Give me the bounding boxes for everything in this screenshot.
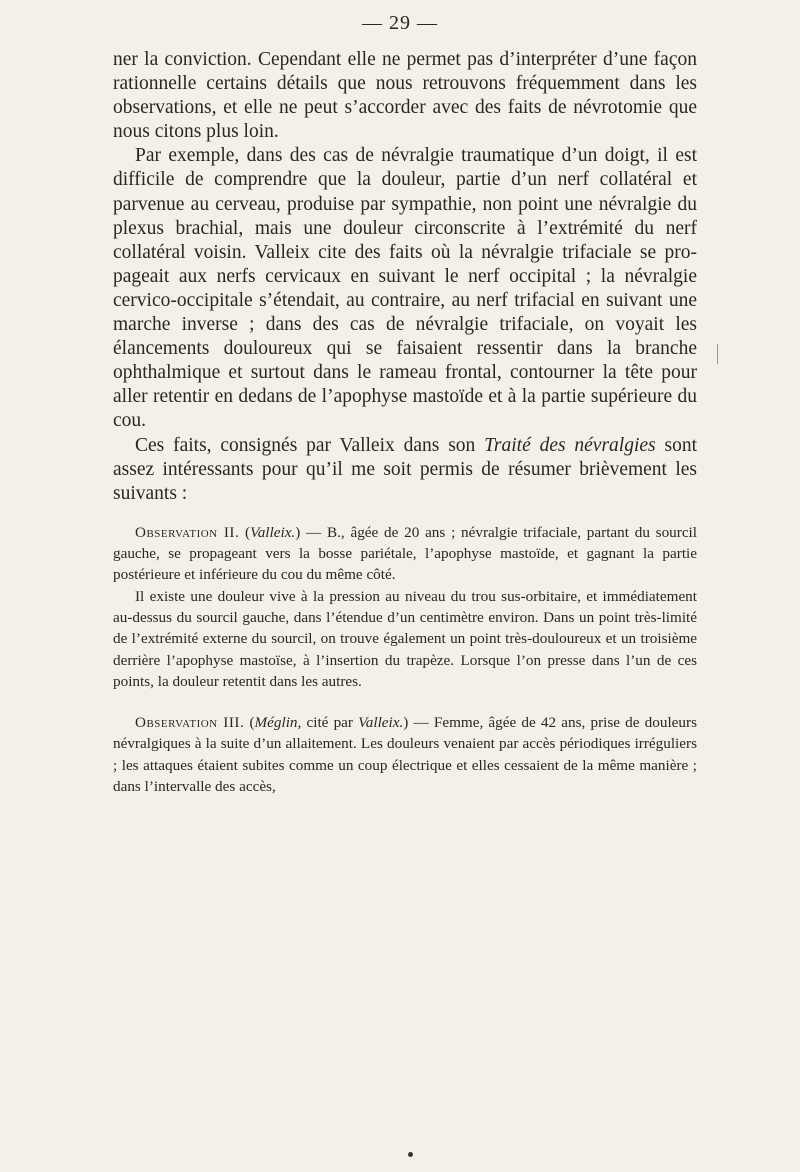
observation-3-paren-open: ( (244, 714, 255, 732)
observation-2-intro (113, 522, 697, 586)
paragraph-3-after: sont assez intéressants pour qu’il me soit permis de résumer brièvement les suivants : (113, 434, 697, 504)
observation-2-paren-close: ) (295, 523, 301, 541)
page-number: — 29 — (362, 12, 438, 34)
observation-2 (113, 522, 697, 692)
paragraph-3-before: Ces faits, consignés par Valleix dans son (135, 434, 485, 456)
observation-3-paren-close: ) (403, 714, 409, 732)
observation-2-paren-open: ( (239, 523, 251, 541)
observation-3-label: Observation III. (135, 714, 245, 732)
paragraph-3 (113, 434, 697, 506)
observation-3-intro (113, 712, 697, 797)
observation-2-text-1: — B., âgée de 20 ans ; névralgie trifaciale, partant du sourcil gauche, se propageant vers la bosse pariétale, l’apophyse mastoïde, et gagnant la partie postérieure et inférieure du cou du même côté. (113, 523, 697, 584)
observation-3-mid: cité par (301, 714, 359, 732)
text-column (113, 48, 697, 797)
observation-3-text-1: — Femme, âgée de 42 ans, prise de douleurs névralgiques à la suite d’un allaitement. Les douleurs venaient par accès périodiques irréguliers ; les attaques étaient subites comme un coup électrique et elles cessaient de la même manière ; dans l’intervalle des accès, (113, 714, 697, 796)
observation-2-source: Valleix. (250, 523, 296, 541)
observation-3-source: Méglin, (254, 714, 302, 732)
observation-2-text-2: Il existe une douleur vive à la pression au niveau du trou sus-orbitaire, et immédiatement au-dessus du sourcil gauche, dans l’étendue d’un centimètre environ. Dans un point très-limité de l’extrémité externe du sourcil, on trouve également un point très-douloureux et un troisième derrière l’apophyse mastoïse, à l’insertion du trapèze. Lorsque l’on presse dans l’un de ces points, la douleur retentit dans les autres. (113, 587, 697, 690)
book-title: Traité des névralgies (484, 434, 656, 456)
paragraph-1: ner la conviction. Cependant elle ne permet pas d’interpréter d’une façon rationnelle certains détails que nous retrouvons fréquemment dans les observations, et elle ne peut s’accorder avec des faits de névrotomie que nous citons plus loin. (113, 49, 697, 143)
observation-3-source-2: Valleix. (358, 714, 404, 732)
ink-dot (408, 1152, 413, 1157)
observation-2-label: Observation II. (135, 523, 240, 541)
margin-mark (717, 344, 718, 364)
observation-3 (113, 712, 697, 797)
paragraph-2: Par exemple, dans des cas de névralgie traumatique d’un doigt, il est difficile de comprendre que la douleur, partie d’un nerf collatéral et parvenue au cerveau, produise par sympathie, non point une névralgie du plexus brachial, mais une douleur circonscrite à l’extrémité du nerf collatéral voisin. Valleix cite des faits où la névralgie trifaciale se propageait aux nerfs cervicaux en suivant le nerf occipital ; la névralgie cervico-occipitale s’étendait, au contraire, au nerf trifacial en suivant une marche inverse ; dans des cas de névralgie trifaciale, on voyait les élancements douloureux qui se faisaient ressentir dans la branche ophthalmique et surtout dans le rameau frontal, contourner la tête pour aller retentir en dedans de l’apophyse mastoïde et à la partie supérieure du cou. (113, 145, 697, 432)
